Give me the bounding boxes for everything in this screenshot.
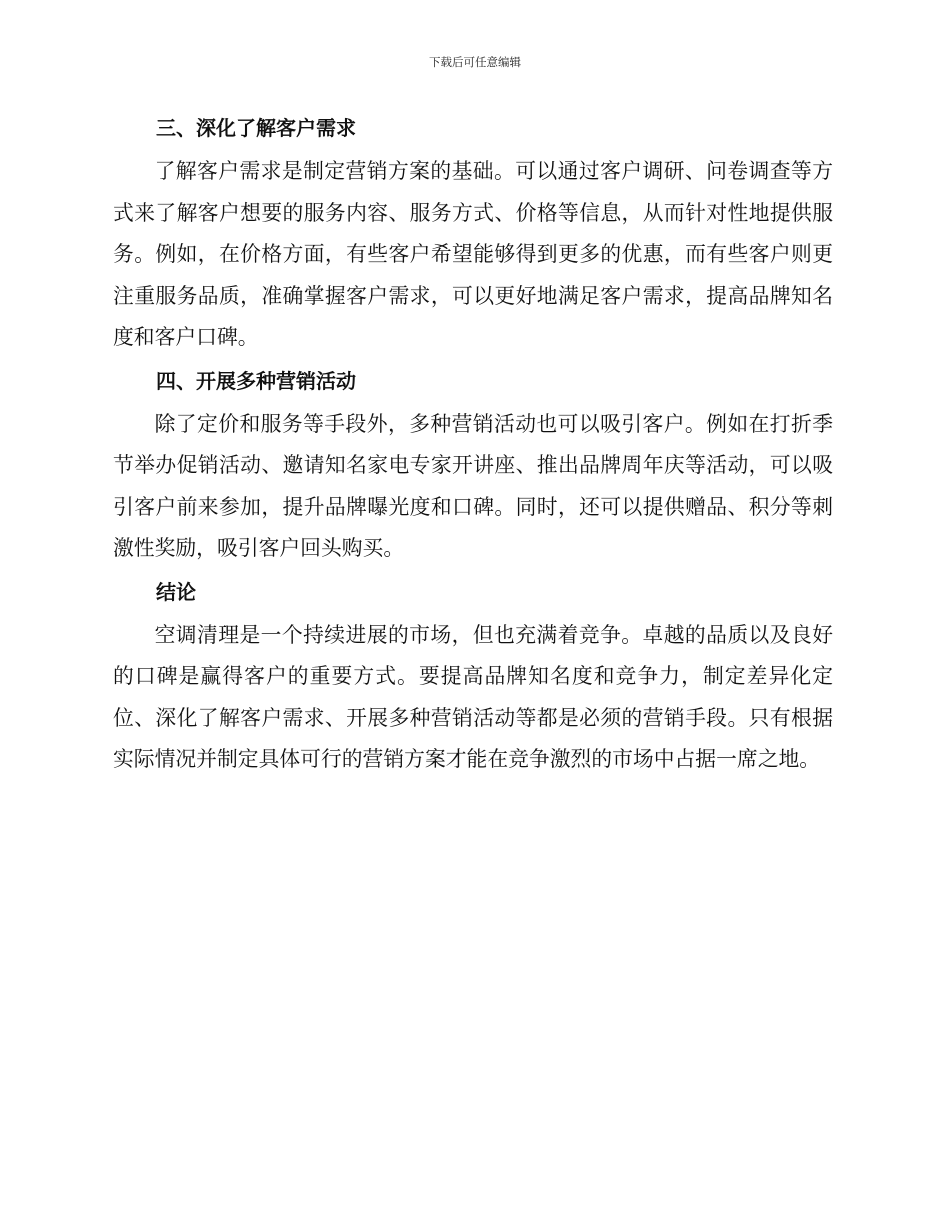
section-heading-marketing-activities: 四、开展多种营销活动 [156,368,356,393]
page-header-note: 下载后可任意编辑 [429,55,521,69]
document-body [113,112,833,781]
section-paragraph-customer-needs: 了解客户需求是制定营销方案的基础。可以通过客户调研、问卷调查等方式来了解客户想要的服务内容、服务方式、价格等信息，从而针对性地提供服务。例如，在价格方面，有些客户希望能够得到更多的优惠，而有些客户则更注重服务品质，准确掌握客户需求，可以更好地满足客户需求，提高品牌知名度和客户口碑。 [113,159,833,349]
section-heading-customer-needs: 三、深化了解客户需求 [156,116,356,140]
section-heading-conclusion: 结论 [156,579,196,604]
section-paragraph-conclusion: 空调清理是一个持续进展的市场，但也充满着竞争。卓越的品质以及良好的口碑是赢得客户的重要方式。要提高品牌知名度和竞争力，制定差异化定位、深化了解客户需求、开展多种营销活动等都是必须的营销手段。只有根据实际情况并制定具体可行的营销方案才能在竞争激烈的市场中占据一席之地。 [113,622,833,771]
section-paragraph-marketing-activities: 除了定价和服务等手段外，多种营销活动也可以吸引客户。例如在打折季节举办促销活动、邀请知名家电专家开讲座、推出品牌周年庆等活动，可以吸引客户前来参加，提升品牌曝光度和口碑。同时，还可以提供赠品、积分等刺激性奖励，吸引客户回头购买。 [113,411,833,560]
